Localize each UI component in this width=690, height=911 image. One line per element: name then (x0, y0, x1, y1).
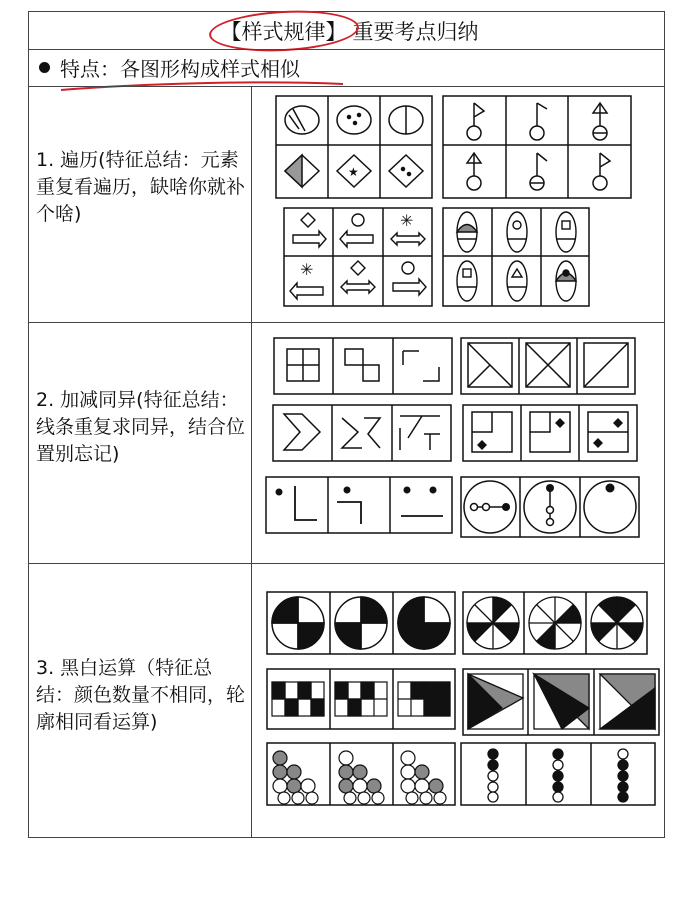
figure-ball-columns (460, 742, 656, 806)
figure-circles-diamonds (275, 95, 433, 199)
bullet-icon (39, 62, 50, 73)
figure-line-squares (273, 337, 453, 395)
title-rest: 重要考点归纳 (352, 19, 479, 44)
figure-quarter-circles (266, 591, 456, 655)
figure-zigzags (272, 404, 452, 462)
row-label-add-subtract: 2. 加减同异(特征总结：线条重复求同异，结合位置别忘记) (36, 389, 246, 465)
figure-note-glyphs (442, 95, 632, 199)
figure-sector-circles (462, 591, 648, 655)
row-label-black-white: 3. 黑白运算（特征总结：颜色数量不相同，轮廓相同看运算) (36, 657, 246, 733)
figure-quadrant-dots (462, 404, 638, 462)
figure-diagonal-squares (460, 337, 636, 395)
figure-triangle-squares (462, 668, 660, 736)
figure-arrows (283, 207, 433, 307)
figure-stacked-balls (266, 742, 456, 806)
figure-dot-lines (265, 476, 453, 534)
divider (29, 563, 664, 564)
figure-checker-grids (266, 668, 456, 730)
divider (29, 322, 664, 323)
figure-ovals (442, 207, 590, 307)
column-divider (251, 86, 252, 837)
svg-text:★: ★ (348, 165, 359, 179)
divider (29, 86, 664, 87)
row-label-traverse: 1. 遍历(特征总结：元素重复看遍历，缺啥你就补个啥) (36, 149, 246, 225)
title-highlight: 【样式规律】 (215, 16, 353, 46)
figure-circle-dots (460, 476, 640, 538)
table-title (29, 12, 664, 49)
svg-text:✳: ✳ (400, 211, 414, 230)
subheader-text: 特点：各图形构成样式相似 (60, 57, 300, 81)
svg-text:✳: ✳ (300, 260, 314, 279)
